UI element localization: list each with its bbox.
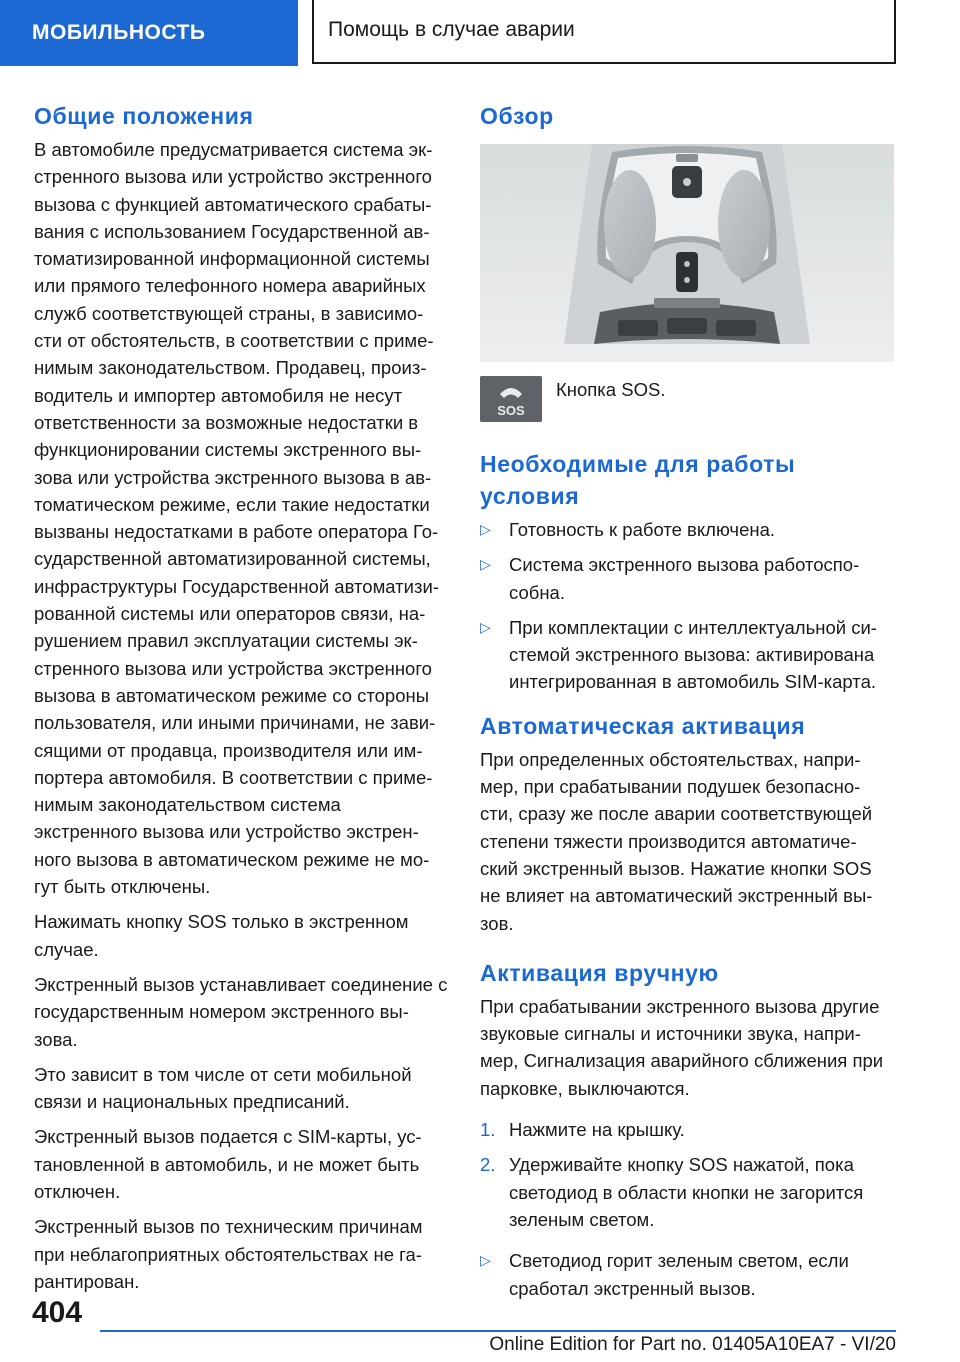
condition-text: Система экстренного вызова работоспо- собна.	[509, 554, 860, 603]
step-text: Нажмите на крышку.	[509, 1119, 685, 1141]
connection-paragraph: Экстренный вызов устанавливает соединение с государственным номером экстренного вы- зова.	[34, 973, 448, 1050]
result-item	[480, 1247, 894, 1302]
footer-edition[interactable]: Online Edition for Part no. 01405A10EA7 - VI/20	[489, 1334, 896, 1355]
triangle-bullet-icon: ▷	[480, 618, 491, 635]
sos-phone-icon	[480, 376, 542, 422]
sos-caption: Кнопка SOS.	[556, 379, 666, 400]
roof-console-image	[480, 144, 894, 362]
sim-paragraph: Экстренный вызов подается с SIM-карты, ус- тановленной в автомобиль, и не может быть отключен.	[34, 1126, 422, 1202]
step-number: 1.	[480, 1119, 496, 1141]
page-number: 404	[32, 1296, 83, 1329]
step-number: 2.	[480, 1154, 496, 1176]
triangle-bullet-icon: ▷	[480, 556, 491, 573]
condition-text: При комплектации с интеллектуальной си- стемой экстренного вызова: активирована интегрированная в автомобиль SIM-карта.	[509, 616, 877, 693]
overview-heading: Обзор	[480, 103, 554, 129]
conditions-list	[480, 516, 894, 696]
conditions-heading: Необходимые для работы условия	[480, 451, 796, 509]
triangle-bullet-icon: ▷	[480, 1252, 491, 1269]
result-text: Светодиод горит зеленым светом, если сработал экстренный вызов.	[509, 1250, 849, 1299]
left-column	[34, 100, 448, 1303]
condition-item	[480, 614, 894, 696]
sos-only-emergency-paragraph: Нажимать кнопку SOS только в экстренном случае.	[34, 911, 409, 960]
step-item	[480, 1151, 894, 1233]
manual-steps-list	[480, 1116, 894, 1233]
general-heading: Общие положения	[34, 103, 254, 129]
result-list	[480, 1247, 894, 1302]
condition-text: Готовность к работе включена.	[509, 519, 776, 540]
general-paragraph: В автомобиле предусматривается система эк- стренного вызова или устройство экстренного вызова с функцией автоматического срабаты- вания с использованием Государственной ав- томатизированной информационной системы или прямого телефонного номера аварийных служб соответствующей страны, в зависимо- сти от обстоятельств, в соответствии с приме- нимым законодательством. Продавец, произ- водитель и импортер автомобиля не несут ответственности за возможные недостатки в функционировании системы экстренного вы- зова или устройства экстренного вызова в ав- томатическом режиме, если такие недостатки вызваны недостатками в работе оператора Го- сударственной автоматизированной системы, инфраструктуры Государственной автоматизи- рованной системы или операторов связи, на- рушением правил эксплуатации системы эк- стренного вызова или устройства экстренного вызова в автоматическом режиме со стороны пользователя, или иными причинами, не зави- сящими от продавца, производителя или им- портера автомобиля. В соответствии с приме- нимым законодательством система экстренного вызова или устройство экстрен- ного вызова в автоматическом режиме не мо- гут быть отключены.	[34, 139, 439, 898]
triangle-bullet-icon: ▷	[480, 521, 491, 537]
page-header	[0, 0, 960, 66]
auto-activation-text: При определенных обстоятельствах, напри- мер, при срабатывании подушек безопасно- сти, сразу же после аварии соответствующей степени тяжести производится автоматиче- ский экстренный вызов. Нажатие кнопки SOS не влияет на автоматический экстренный вы- зов.	[480, 748, 873, 934]
footer-divider	[100, 1330, 896, 1332]
condition-item	[480, 551, 894, 606]
network-paragraph: Это зависит в том числе от сети мобильной связи и национальных предписаний.	[34, 1063, 412, 1113]
step-text: Удерживайте кнопку SOS нажатой, пока светодиод в области кнопки не загорится зеленым светом.	[509, 1154, 864, 1230]
manual-activation-text: При срабатывании экстренного вызова другие звуковые сигналы и источники звука, напри- мер, Сигнализация аварийного сближения при парковке, выключаются.	[480, 995, 884, 1099]
manual-activation-heading: Активация вручную	[480, 959, 719, 986]
section-tab[interactable]: МОБИЛЬНОСТЬ	[0, 0, 298, 66]
sos-button-legend	[480, 376, 894, 422]
auto-activation-heading: Автоматическая активация	[480, 712, 806, 739]
not-guaranteed-paragraph: Экстренный вызов по техническим причинам при неблагоприятных обстоятельствах не га- рантирован.	[34, 1216, 423, 1292]
sos-icon-label: SOS	[497, 403, 525, 418]
chapter-title: Помощь в случае аварии	[312, 0, 896, 64]
step-item	[480, 1116, 894, 1143]
right-column	[480, 100, 894, 1316]
condition-item	[480, 516, 894, 543]
